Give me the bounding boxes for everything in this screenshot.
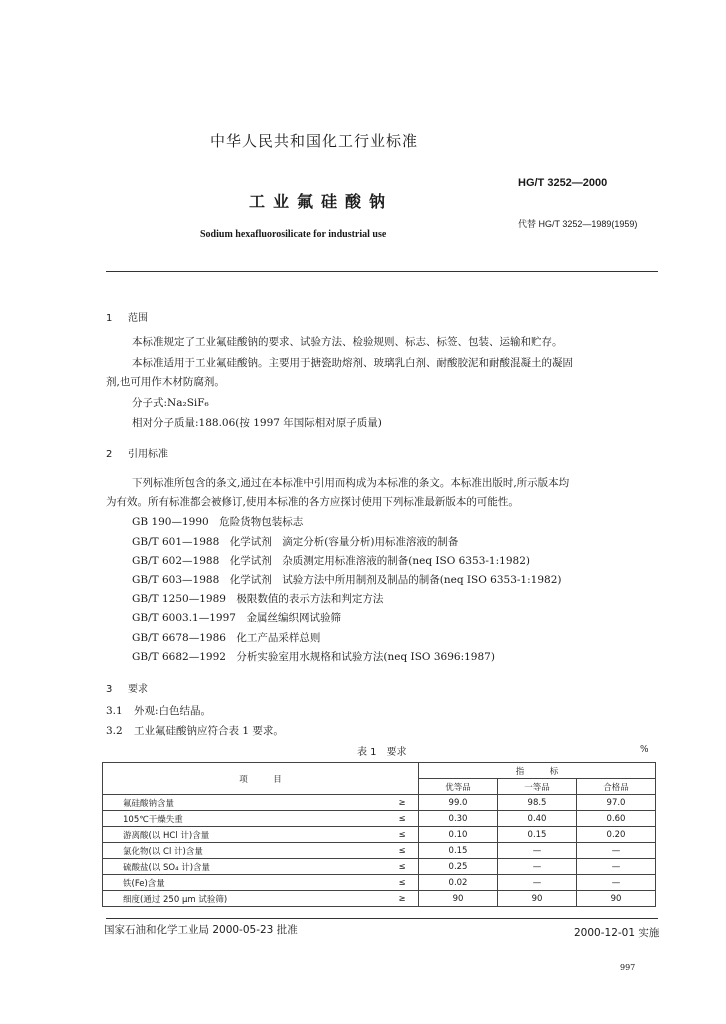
cell-value: 99.0	[419, 795, 498, 811]
replaces-standard: 代替 HG/T 3252—1989(1959)	[518, 219, 638, 229]
section-title: 要求	[128, 684, 148, 695]
grade-header: 一等品	[498, 779, 577, 795]
row-item: 游离酸(以 HCl 计)含量	[103, 827, 387, 843]
molecular-formula: 分子式:Na₂SiF₆	[132, 397, 209, 409]
row-item: 氟硅酸钠含量	[103, 795, 387, 811]
section-number: 2	[106, 449, 113, 460]
grade-header: 合格品	[577, 779, 656, 795]
cell-value: 0.20	[577, 827, 656, 843]
cell-value: —	[577, 859, 656, 875]
cell-value: 0.40	[498, 811, 577, 827]
cell-value: —	[498, 859, 577, 875]
paragraph: 剂,也可用作木材防腐剂。	[106, 376, 225, 388]
cell-value: —	[498, 843, 577, 859]
approval-info: 国家石油和化学工业局 2000-05-23 批准	[104, 924, 298, 936]
table-row	[103, 827, 656, 843]
clause-3-1	[106, 703, 211, 718]
reference-item: GB 190—1990 危险货物包装标志	[132, 516, 304, 528]
paragraph: 下列标准所包含的条文,通过在本标准中引用而构成为本标准的条文。本标准出版时,所示版本均	[132, 477, 570, 489]
table-title: 表 1 要求	[357, 747, 407, 758]
document-title-en: Sodium hexafluorosilicate for industrial use	[200, 229, 387, 240]
column-header-item: 项 目	[103, 763, 419, 795]
footer-divider	[106, 918, 658, 919]
section-title: 引用标准	[128, 449, 168, 460]
header-divider	[106, 271, 658, 272]
clause-text: 外观:白色结晶。	[134, 705, 212, 717]
section-number: 3	[106, 684, 113, 695]
reference-item: GB/T 603—1988 化学试剂 试验方法中所用制剂及制品的制备(neq ISO 6353-1:1982)	[132, 574, 562, 586]
document-title-zh: 工业氟硅酸钠	[249, 192, 394, 211]
cell-value: 0.15	[419, 843, 498, 859]
cell-value: 0.30	[419, 811, 498, 827]
row-relation: ≤	[386, 875, 419, 891]
row-item: 105℃干燥失重	[103, 811, 387, 827]
paragraph: 为有效。所有标准都会被修订,使用本标准的各方应探讨使用下列标准最新版本的可能性。	[106, 496, 519, 508]
clause-number: 3.1	[106, 705, 123, 717]
table-row	[103, 891, 656, 907]
table-row	[103, 811, 656, 827]
cell-value: —	[577, 875, 656, 891]
row-relation: ≤	[386, 811, 419, 827]
section-title: 范围	[128, 313, 148, 324]
clause-3-2	[106, 723, 284, 738]
paragraph: 本标准适用于工业氟硅酸钠。主要用于搪瓷助熔剂、玻璃乳白剂、耐酸胶泥和耐酸混凝土的凝固	[132, 357, 573, 369]
reference-item: GB/T 1250—1989 极限数值的表示方法和判定方法	[132, 593, 384, 605]
row-item: 氯化物(以 Cl 计)含量	[103, 843, 387, 859]
requirements-table	[102, 762, 656, 907]
cell-value: —	[577, 843, 656, 859]
issuing-organization: 中华人民共和国化工行业标准	[210, 132, 419, 150]
row-relation: ≥	[386, 795, 419, 811]
row-relation: ≤	[386, 859, 419, 875]
row-item: 细度(通过 250 μm 试验筛)	[103, 891, 387, 907]
row-relation: ≤	[386, 827, 419, 843]
cell-value: 0.02	[419, 875, 498, 891]
reference-item: GB/T 6003.1—1997 金属丝编织网试验筛	[132, 612, 341, 624]
row-item: 硫酸盐(以 SO₄ 计)含量	[103, 859, 387, 875]
table-row	[103, 875, 656, 891]
row-relation: ≤	[386, 843, 419, 859]
paragraph: 本标准规定了工业氟硅酸钠的要求、试验方法、检验规则、标志、标签、包装、运输和贮存。	[132, 336, 563, 348]
section-number: 1	[106, 313, 113, 324]
reference-item: GB/T 602—1988 化学试剂 杂质测定用标准溶液的制备(neq ISO 6353-1:1982)	[132, 555, 530, 567]
cell-value: 90	[577, 891, 656, 907]
molecular-weight: 相对分子质量:188.06(按 1997 年国际相对原子质量)	[132, 417, 382, 429]
reference-item: GB/T 601—1988 化学试剂 滴定分析(容量分析)用标准溶液的制备	[132, 536, 459, 548]
cell-value: 98.5	[498, 795, 577, 811]
column-header-index: 指 标	[419, 763, 656, 779]
table-row	[103, 795, 656, 811]
implementation-date: 2000-12-01 实施	[574, 927, 660, 939]
reference-item: GB/T 6682—1992 分析实验室用水规格和试验方法(neq ISO 3696:1987)	[132, 651, 495, 663]
cell-value: 90	[498, 891, 577, 907]
table-unit: %	[640, 745, 649, 755]
clause-text: 工业氟硅酸钠应符合表 1 要求。	[134, 725, 284, 737]
section-3-heading	[106, 680, 148, 695]
cell-value: 90	[419, 891, 498, 907]
cell-value: 0.60	[577, 811, 656, 827]
row-relation: ≥	[386, 891, 419, 907]
cell-value: 0.15	[498, 827, 577, 843]
standard-number: HG/T 3252—2000	[518, 177, 608, 189]
cell-value: 0.10	[419, 827, 498, 843]
row-item: 铁(Fe)含量	[103, 875, 387, 891]
table-row	[103, 859, 656, 875]
cell-value: 97.0	[577, 795, 656, 811]
grade-header: 优等品	[419, 779, 498, 795]
table-header-row	[103, 763, 656, 779]
cell-value: —	[498, 875, 577, 891]
cell-value: 0.25	[419, 859, 498, 875]
clause-number: 3.2	[106, 725, 123, 737]
table-row	[103, 843, 656, 859]
section-1-heading	[106, 309, 148, 324]
section-2-heading	[106, 445, 168, 460]
reference-item: GB/T 6678—1986 化工产品采样总则	[132, 632, 321, 644]
page-number: 997	[620, 963, 636, 972]
